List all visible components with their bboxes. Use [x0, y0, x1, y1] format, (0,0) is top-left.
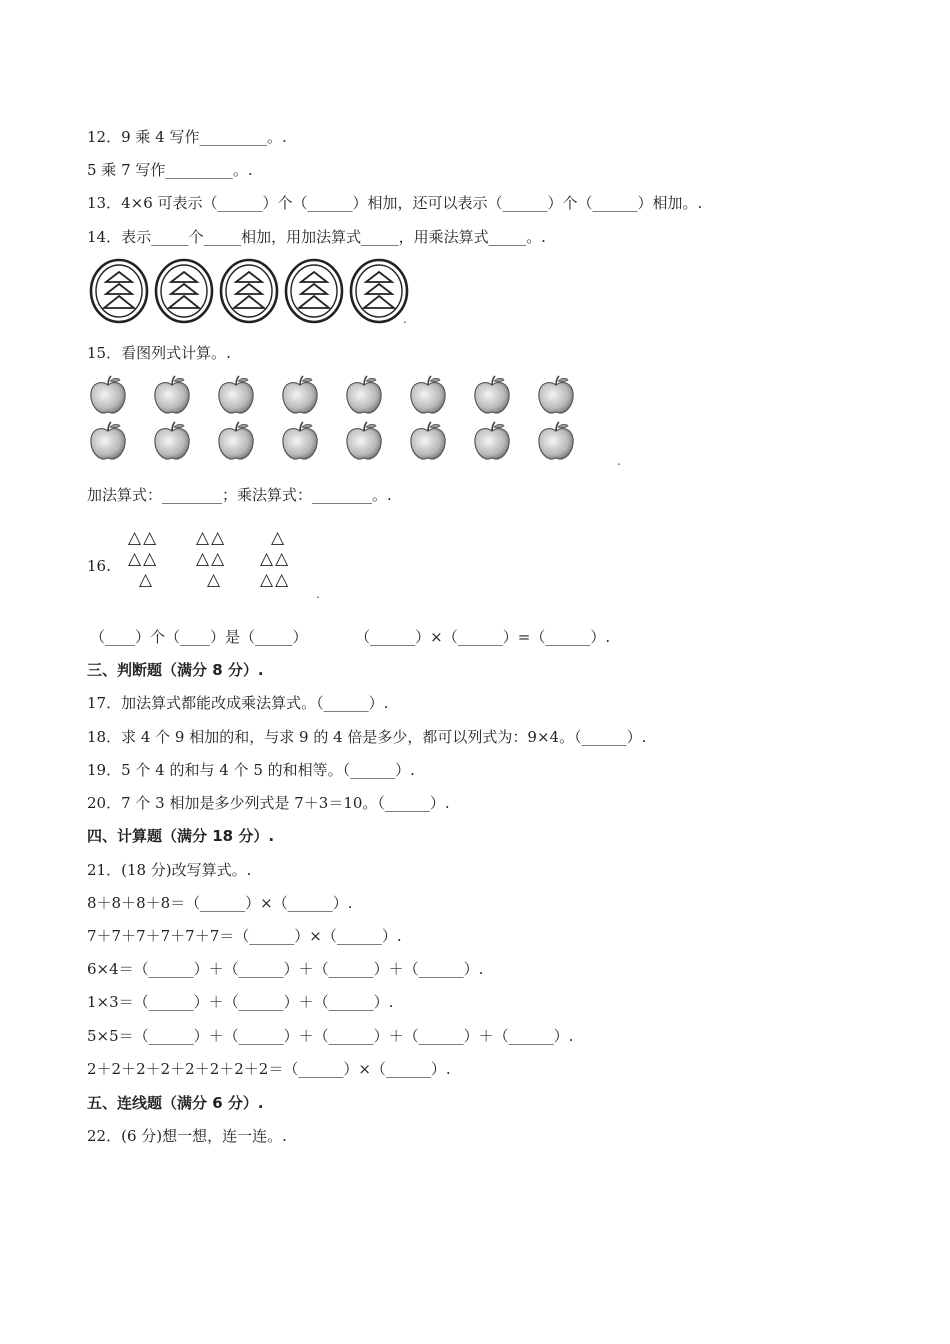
q20-text: 20．7 个 3 相加是多少列式是 7＋3＝10。（______）.	[87, 794, 450, 812]
q16-label: 16.	[87, 557, 111, 575]
q16-answer: （____）个（____）是（_____） （______）×（______）=（______）.	[90, 628, 611, 646]
apple-icon	[279, 420, 321, 462]
oval-triangle-figure	[283, 258, 345, 324]
oval-triangle-figure	[348, 258, 410, 324]
apple-icon	[279, 374, 321, 416]
figure-end-mark: .	[617, 454, 621, 468]
oval-triangle-figure	[153, 258, 215, 324]
triangle-row: △△	[260, 549, 291, 569]
apple-icon	[407, 374, 449, 416]
apple-icon	[535, 420, 577, 462]
q21-line-6: 2＋2＋2＋2＋2＋2＋2＋2＝（______）×（______）.	[87, 1060, 451, 1078]
section4-title: 四、计算题（满分 18 分）.	[87, 827, 275, 845]
q13-text: 13．4×6 可表示（______）个（______）相加，还可以表示（______）个（______）相加。.	[87, 194, 703, 212]
apple-icon	[215, 374, 257, 416]
q15-text: 15．看图列式计算。.	[87, 344, 231, 362]
figure-end-mark: .	[316, 587, 320, 601]
q18-text: 18．求 4 个 9 相加的和，与求 9 的 4 倍是多少，都可以列式为：9×4。（______）.	[87, 728, 647, 746]
apple-icon	[471, 374, 513, 416]
q15-answer: 加法算式：________；乘法算式：________。.	[87, 486, 392, 504]
oval-triangle-figure	[88, 258, 150, 324]
apple-icon	[151, 420, 193, 462]
q21-line-3: 6×4＝（______）＋（______）＋（______）＋（______）.	[87, 960, 484, 978]
triangle-row: △△	[128, 549, 159, 569]
triangle-row: △	[139, 570, 155, 590]
apple-icon	[407, 420, 449, 462]
section5-title: 五、连线题（满分 6 分）.	[87, 1094, 264, 1112]
triangle-row: △△	[128, 528, 159, 548]
section3-title: 三、判断题（满分 8 分）.	[87, 661, 264, 679]
apple-icon	[471, 420, 513, 462]
q21-line-1: 8＋8＋8＋8＝（______）×（______）.	[87, 894, 353, 912]
q12-line1: 12．9 乘 4 写作_________。.	[87, 128, 287, 146]
figure-end-mark: .	[403, 312, 407, 326]
apple-icon	[343, 420, 385, 462]
q22-text: 22．(6 分)想一想，连一连。.	[87, 1127, 287, 1145]
q12-line2: 5 乘 7 写作_________。.	[87, 161, 253, 179]
q21-line-2: 7＋7＋7＋7＋7＋7＝（______）×（______）.	[87, 927, 402, 945]
triangle-row: △△	[260, 570, 291, 590]
q21-line-5: 5×5＝（______）＋（______）＋（______）＋（______）＋（______）.	[87, 1027, 574, 1045]
apple-icon	[535, 374, 577, 416]
apple-icon	[343, 374, 385, 416]
triangle-row: △△	[196, 549, 227, 569]
apple-icon	[151, 374, 193, 416]
triangle-row: △	[271, 528, 287, 548]
oval-triangle-figure	[218, 258, 280, 324]
q21-line-4: 1×3＝（______）＋（______）＋（______）.	[87, 993, 394, 1011]
triangle-row: △△	[196, 528, 227, 548]
apple-icon	[87, 420, 129, 462]
triangle-row: △	[207, 570, 223, 590]
q17-text: 17．加法算式都能改成乘法算式。（______）.	[87, 694, 389, 712]
apple-icon	[87, 374, 129, 416]
q19-text: 19．5 个 4 的和与 4 个 5 的和相等。（______）.	[87, 761, 415, 779]
q21-title: 21．(18 分)改写算式。.	[87, 861, 252, 879]
q14-text: 14．表示_____个_____相加，用加法算式_____，用乘法算式_____。.	[87, 228, 546, 246]
apple-icon	[215, 420, 257, 462]
